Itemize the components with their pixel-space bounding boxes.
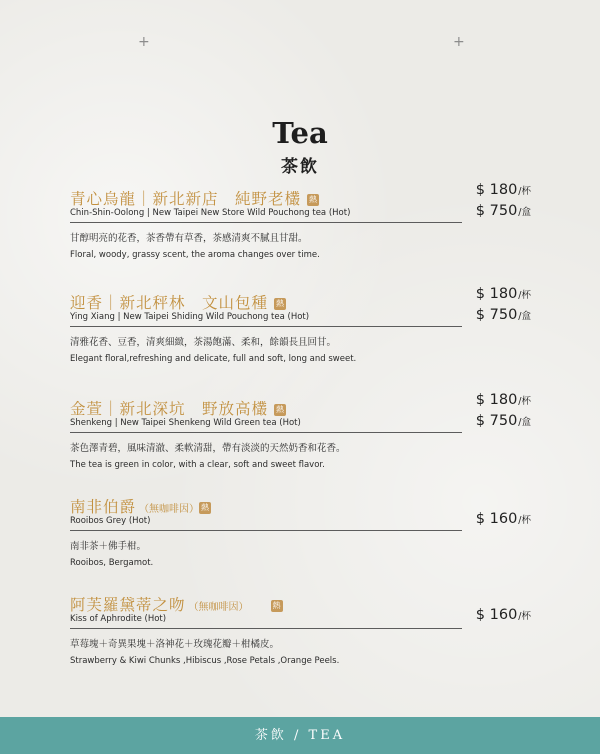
footer-banner (0, 717, 600, 754)
divider (70, 432, 462, 433)
price-cup: $ 160/杯 (475, 511, 531, 527)
price-box: $ 750/盒 (475, 307, 531, 323)
item-description-zh: 南非茶＋佛手柑。 (70, 541, 147, 552)
item-prices (476, 182, 531, 224)
plus-ornament-left: + (138, 34, 150, 50)
item-caffeine-note: （無咖啡因） (139, 504, 200, 515)
price-cup: $ 160/杯 (475, 607, 531, 623)
divider (70, 326, 462, 327)
page-subtitle: 茶飲 (281, 157, 319, 177)
divider (70, 628, 462, 629)
item-description-zh: 草莓塊＋奇異果塊＋洛神花＋玫瑰花瓣＋柑橘皮。 (70, 639, 280, 650)
item-name-en: Shenkeng | New Taipei Shenkeng Wild Green tea (Hot) (70, 418, 301, 428)
item-description-zh: 甘醇明亮的花香，茶香帶有草香，茶感清爽不膩且甘甜。 (70, 233, 308, 244)
item-name-zh: 青心烏龍｜新北新店 純野老欉 熱 (70, 190, 318, 208)
item-caffeine-note: （無咖啡因） (188, 602, 249, 613)
item-prices (476, 286, 531, 328)
item-description-en: Floral, woody, grassy scent, the aroma changes over time. (70, 250, 320, 260)
price-cup: $ 180/杯 (475, 286, 531, 302)
item-name-zh: 阿芙羅黛蒂之吻 （無咖啡因） 熱 (70, 596, 281, 614)
item-name-zh: 金萱｜新北深坑 野放高欉 熱 (70, 400, 285, 418)
footer-label: 茶飲 / TEA (254, 728, 346, 743)
item-description-en: Rooibos, Bergamot. (70, 558, 154, 568)
item-description-zh: 清雅花香、豆香，清爽細緻，茶湯飽滿、柔和，餘韻長且回甘。 (70, 337, 337, 348)
divider (70, 530, 462, 531)
divider (70, 222, 462, 223)
hot-badge: 熱 (276, 299, 285, 308)
item-description-zh: 茶色澤青碧，風味清澈、柔軟清甜，帶有淡淡的天然奶香和花香。 (70, 443, 346, 454)
item-description-en: Strawberry & Kiwi Chunks ,Hibiscus ,Rose Petals ,Orange Peels. (70, 656, 340, 666)
price-cup: $ 180/杯 (475, 182, 531, 198)
hot-badge: 熱 (276, 405, 285, 414)
item-description-en: Elegant floral,refreshing and delicate, full and soft, long and sweet. (70, 354, 357, 364)
item-name-zh: 南非伯爵 （無咖啡因） 熱 (70, 498, 210, 516)
hot-badge: 熱 (272, 601, 281, 610)
price-box: $ 750/盒 (475, 203, 531, 219)
page-title: Tea (272, 116, 328, 150)
hot-badge: 熱 (201, 503, 210, 512)
item-name-zh: 迎香｜新北秤林 文山包種 熱 (70, 294, 285, 312)
item-name-en: Kiss of Aphrodite (Hot) (70, 614, 167, 624)
price-cup: $ 180/杯 (475, 392, 531, 408)
item-description-en: The tea is green in color, with a clear, soft and sweet flavor. (70, 460, 325, 470)
item-name-en: Chin-Shin-Oolong | New Taipei New Store Wild Pouchong tea (Hot) (70, 208, 351, 218)
item-name-en: Rooibos Grey (Hot) (70, 516, 151, 526)
item-prices (476, 392, 531, 434)
item-prices (476, 511, 531, 532)
price-box: $ 750/盒 (475, 413, 531, 429)
hot-badge: 熱 (309, 195, 318, 204)
item-name-en: Ying Xiang | New Taipei Shiding Wild Pouchong tea (Hot) (70, 312, 310, 322)
plus-ornament-right: + (453, 34, 465, 50)
item-prices (476, 607, 531, 628)
